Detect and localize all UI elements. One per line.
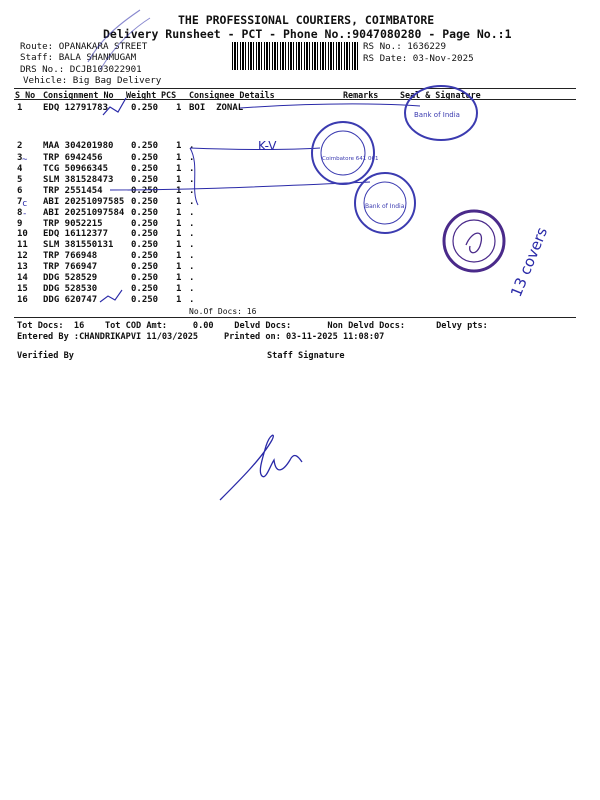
row-pcs: 1 [176,175,182,185]
stamp1-text: Coimbatore 641 001 [322,156,379,162]
col-consignment: Consignment No [43,90,114,100]
row-sno: 12 [17,251,28,261]
row-pcs: 1 [176,153,182,163]
row16-tick-mark [100,290,122,302]
row-pcs: 1 [176,240,182,250]
row-weight: 0.250 [131,175,159,185]
row-sno: 15 [17,284,28,294]
row-sno: 6 [17,186,23,196]
staff-signature-label: Staff Signature [267,351,345,361]
row-consignee: . [189,262,195,272]
staff-signature-scrawl [220,435,302,500]
row-consignment-no: TRP 2551454 [43,186,103,196]
row-pcs: 1 [176,141,182,151]
row-consignment-no: SLM 381550131 [43,240,114,250]
entered-by-line: Entered By :CHANDRIKAPVI 11/03/2025 Printed on: 03-11-2025 11:08:07 [17,332,385,342]
row-consignment-no: TRP 9052215 [43,219,103,229]
handwritten-row7-mark: c [22,199,28,209]
row-weight: 0.250 [131,197,159,207]
col-weight: Weight [126,90,157,100]
row-weight: 0.250 [131,262,159,272]
row-sno: 3 [17,153,23,163]
row-consignee: . [189,153,195,163]
row-bracket [190,148,198,205]
row-consignee: . [189,295,195,305]
row-consignment-no: TRP 766948 [43,251,98,261]
row-weight: 0.250 [131,273,159,283]
col-sno: S No [15,90,36,100]
row-consignee: . [189,251,195,261]
col-seal-signature: Seal & Signature [400,90,481,100]
row-weight: 0.250 [131,153,159,163]
row-pcs: 1 [176,251,182,261]
row-sno: 8 [17,208,23,218]
totals-line: Tot Docs: 16 Tot COD Amt: 0.00 Delvd Docs: Non Delvd Docs: Delvy pts: [17,321,488,331]
row-sno: 4 [17,164,23,174]
row-consignment-no: EDQ 16112377 [43,229,109,239]
row-pcs: 1 [176,164,182,174]
row-consignee: . [189,164,195,174]
rs-number: RS No.: 1636229 [363,41,446,52]
company-title: THE PROFESSIONAL COURIERS, COIMBATORE [178,13,435,27]
row-consignment-no: ABI 20251097584 [43,208,125,218]
arrow-row1 [240,104,420,108]
coimbatore-round-stamp [312,122,379,184]
row-consignment-no: DDG 528530 [43,284,98,294]
row-consignment-no: EDQ 12791783 [43,103,109,113]
row-consignment-no: TCG 50966345 [43,164,109,174]
row-sno: 11 [17,240,28,250]
row-consignee: . [189,229,195,239]
row-consignee: . [189,197,195,207]
row-sno: 13 [17,262,28,272]
drs-label: DRS No.: DCJB103022901 [20,64,142,75]
row-pcs: 1 [176,208,182,218]
handwritten-row3-mark: ~ [22,155,28,165]
row-sno: 7 [17,197,23,207]
row-sno: 14 [17,273,28,283]
stamp3-text: Bank of India [365,203,405,210]
row-weight: 0.250 [131,141,159,151]
handwriting-kv: K-V [258,139,277,153]
row-consignment-no: TRP 766947 [43,262,98,272]
bank-stamp-middle [355,173,415,233]
staff-label: Staff: BALA SHANMUGAM [20,52,137,63]
purple-round-stamp [444,211,504,271]
row-pcs: 1 [176,219,182,229]
row-pcs: 1 [176,284,182,294]
bank-stamp-top [405,86,477,140]
row-weight: 0.250 [131,229,159,239]
row-weight: 0.250 [131,103,159,113]
vehicle-label: Vehicle: Big Bag Delivery [23,75,162,86]
runsheet-subtitle: Delivery Runsheet - PCT - Phone No.:9047080280 - Page No.:1 [103,27,512,41]
row-consignment-no: DDG 528529 [43,273,98,283]
row-consignment-no: MAA 304201980 [43,141,114,151]
row-consignee: . [189,273,195,283]
row-weight: 0.250 [131,240,159,250]
row-consignee: . [189,284,195,294]
row-pcs: 1 [176,103,182,113]
row-consignee: . [189,175,195,185]
row-consignee: . [189,240,195,250]
row-weight: 0.250 [131,164,159,174]
handwriting-covers: 13 covers [507,224,552,300]
rs-date: RS Date: 03-Nov-2025 [363,53,474,64]
row-sno: 5 [17,175,23,185]
row-weight: 0.250 [131,251,159,261]
row-sno: 1 [17,103,23,113]
row-weight: 0.250 [131,284,159,294]
arrow-row6 [110,182,370,190]
verified-by-label: Verified By [17,351,74,361]
row-consignment-no: TRP 6942456 [43,153,103,163]
row-consignment-no: SLM 381528473 [43,175,114,185]
stamp2-text: Bank of India [414,111,460,119]
row-pcs: 1 [176,273,182,283]
row-weight: 0.250 [131,295,159,305]
arrow-row2 [190,148,320,150]
row-consignment-no: DDG 620747 [43,295,98,305]
header-stamp [88,10,150,70]
col-pcs: PCS [161,90,177,100]
row-pcs: 1 [176,262,182,272]
row-sno: 9 [17,219,23,229]
row-pcs: 1 [176,229,182,239]
row-weight: 0.250 [131,219,159,229]
route-label: Route: OPANAKARA STREET [20,41,148,52]
row-sno: 16 [17,295,28,305]
row-weight: 0.250 [131,208,159,218]
row1-tick-mark [103,98,126,115]
handwritten-row8-mark: - [22,209,28,219]
row-pcs: 1 [176,186,182,196]
row-consignee: . [189,208,195,218]
row-pcs: 1 [176,295,182,305]
row-weight: 0.250 [131,186,159,196]
row-pcs: 1 [176,197,182,207]
col-remarks: Remarks [343,90,379,100]
row-consignee: . [189,219,195,229]
row-consignment-no: ABI 20251097585 [43,197,125,207]
row-consignee: . [189,186,195,196]
col-consignee: Consignee Details [189,90,275,100]
row-sno: 2 [17,141,23,151]
row-consignee: BOI ZONAL [189,103,244,113]
row-sno: 10 [17,229,28,239]
no-of-docs: No.Of Docs: 16 [189,307,257,316]
row-consignee: . [189,141,195,151]
